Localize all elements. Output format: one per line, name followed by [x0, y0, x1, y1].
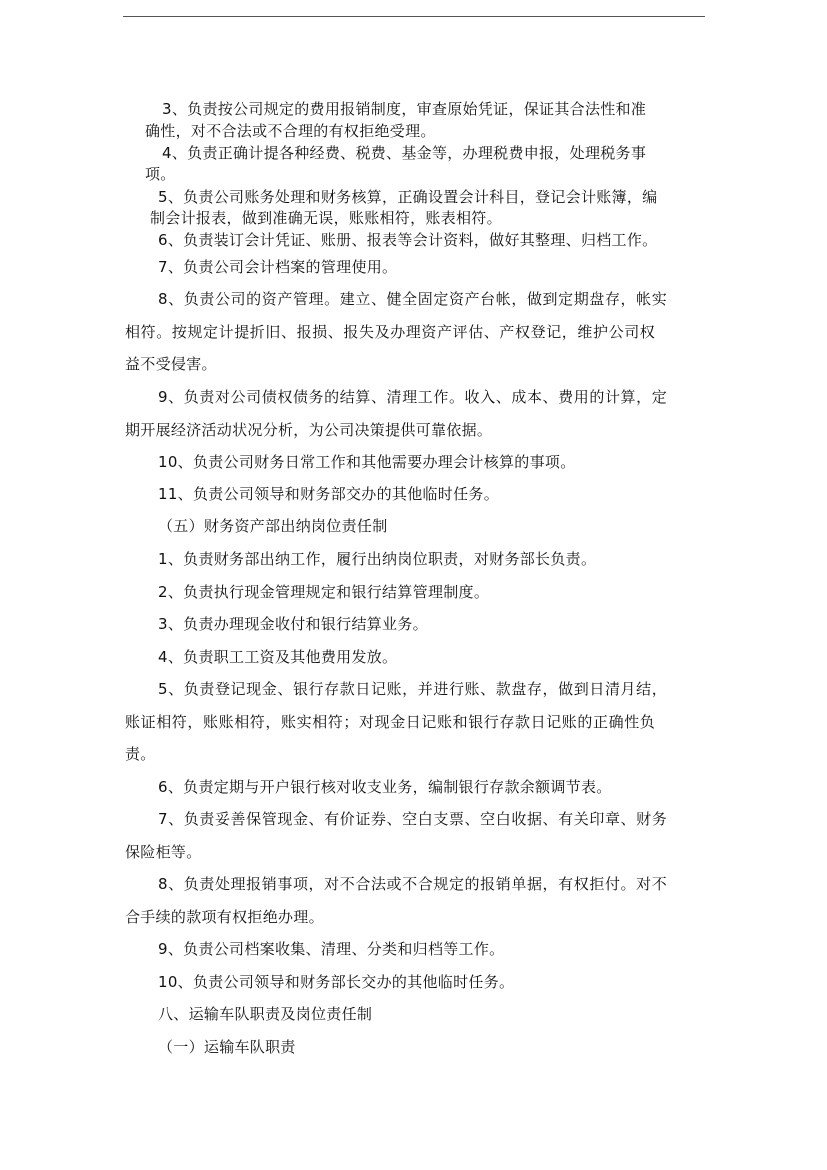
paragraph-line: 10、负责公司财务日常工作和其他需要办理会计核算的事项。 — [158, 453, 576, 471]
paragraph-line: 7、负责妥善保管现金、有价证券、空白支票、空白收据、有关印章、财务 — [158, 810, 668, 828]
section-heading: 八、运输车队职责及岗位责任制 — [158, 1005, 373, 1023]
paragraph-line: 相符。按规定计提折旧、报损、报失及办理资产评估、产权登记，维护公司权 — [125, 323, 656, 341]
paragraph-line: 4、负责职工工资及其他费用发放。 — [158, 648, 398, 666]
paragraph-line: 确性，对不合法或不合理的有权拒绝受理。 — [145, 122, 436, 140]
paragraph-line: 8、负责处理报销事项，对不合法或不合规定的报销单据，有权拒付。对不 — [158, 875, 668, 893]
paragraph-line: 9、负责公司档案收集、清理、分类和归档等工作。 — [158, 940, 505, 958]
paragraph-line: 项。 — [145, 165, 176, 183]
paragraph-line: 5、负责公司账务处理和财务核算，正确设置会计科目，登记会计账簿，编 — [158, 188, 658, 206]
paragraph-line: 2、负责执行现金管理规定和银行结算管理制度。 — [158, 583, 490, 601]
paragraph-line: 3、负责办理现金收付和银行结算业务。 — [158, 615, 428, 633]
paragraph-line: 6、负责装订会计凭证、账册、报表等会计资料，做好其整理、归档工作。 — [158, 231, 658, 249]
section-heading: （五）财务资产部出纳岗位责任制 — [158, 517, 388, 535]
paragraph-line: 期开展经济活动状况分析，为公司决策提供可靠依据。 — [125, 421, 493, 439]
paragraph-line: 9、负责对公司债权债务的结算、清理工作。收入、成本、费用的计算，定 — [158, 388, 668, 406]
paragraph-line: 责。 — [125, 745, 156, 763]
paragraph-line: 7、负责公司会计档案的管理使用。 — [158, 258, 398, 276]
paragraph-line: 3、负责按公司规定的费用报销制度，审查原始凭证，保证其合法性和准 — [162, 100, 647, 118]
paragraph-line: 11、负责公司领导和财务部交办的其他临时任务。 — [158, 485, 499, 503]
paragraph-line: 4、负责正确计提各种经费、税费、基金等，办理税费申报，处理税务事 — [162, 144, 647, 162]
paragraph-line: 制会计报表，做到准确无误，账账相符，账表相符。 — [150, 209, 502, 227]
paragraph-line: 保险柜等。 — [125, 843, 202, 861]
paragraph-line: 8、负责公司的资产管理。建立、健全固定资产台帐，做到定期盘存，帐实 — [158, 290, 668, 308]
paragraph-line: 10、负责公司领导和财务部长交办的其他临时任务。 — [158, 973, 515, 991]
paragraph-line: 1、负责财务部出纳工作，履行出纳岗位职责，对财务部长负责。 — [158, 550, 597, 568]
paragraph-line: 账证相符，账账相符，账实相符；对现金日记账和银行存款日记账的正确性负 — [125, 713, 656, 731]
paragraph-line: 5、负责登记现金、银行存款日记账，并进行账、款盘存，做到日清月结， — [158, 680, 668, 698]
section-heading: （一）运输车队职责 — [158, 1038, 296, 1056]
paragraph-line: 6、负责定期与开户银行核对收支业务，编制银行存款余额调节表。 — [158, 778, 612, 796]
paragraph-line: 合手续的款项有权拒绝办理。 — [125, 908, 324, 926]
paragraph-line: 益不受侵害。 — [125, 355, 217, 373]
